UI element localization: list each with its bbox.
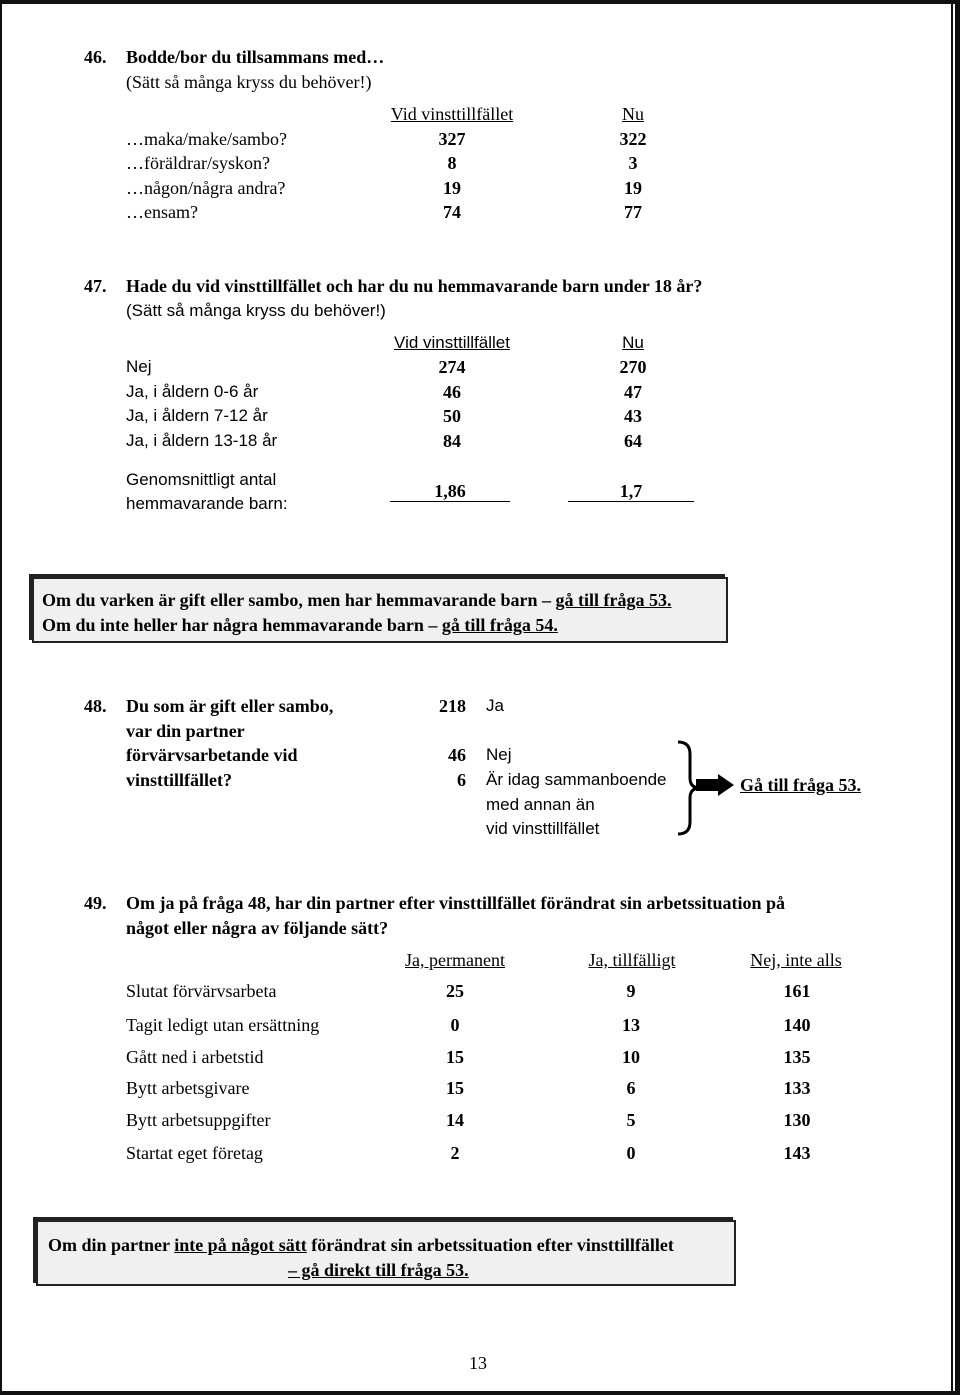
q48-answer-count: 218 <box>439 696 466 716</box>
skip-instruction-line: Om du varken är gift eller sambo, men har hemmavarande barn – gå till fråga 53. <box>42 590 672 610</box>
q48-goto: Gå till fråga 53. <box>740 775 861 795</box>
q47-avg-label: Genomsnittligt antal <box>126 470 277 489</box>
q46-col1-header: Vid vinsttillfället <box>390 104 514 124</box>
q49-row-v3: 133 <box>783 1078 811 1098</box>
q47-row-v2: 270 <box>619 357 647 377</box>
q46-row-label: …ensam? <box>126 202 198 222</box>
q49-row-v3: 130 <box>783 1110 811 1130</box>
q47-row-label: Nej <box>126 357 152 376</box>
q49-col3-header: Nej, inte alls <box>750 950 842 970</box>
q49-row-label: Slutat förvärvsarbeta <box>126 981 277 1001</box>
q47-row-v2: 43 <box>624 406 642 426</box>
q48-answer-label: Ja <box>486 696 504 715</box>
q46-title: Bodde/bor du tillsammans med… <box>126 47 385 67</box>
q46-row-v2: 3 <box>628 153 638 173</box>
q46-row-v1: 8 <box>447 153 457 173</box>
q49-row-label: Bytt arbetsuppgifter <box>126 1110 271 1130</box>
q46-row-v2: 322 <box>619 129 647 149</box>
skip-instruction-box <box>36 1220 736 1286</box>
q46-instruction: (Sätt så många kryss du behöver!) <box>126 72 372 92</box>
q47-number: 47. <box>84 276 107 296</box>
q47-avg-v2: 1,7 <box>568 481 694 502</box>
q47-col2-header: Nu <box>622 333 644 352</box>
q48-answer-label: med annan än <box>486 795 595 814</box>
q49-row-v2: 9 <box>626 981 636 1001</box>
q47-row-v2: 64 <box>624 431 642 451</box>
q49-row-v1: 15 <box>446 1047 464 1067</box>
q46-row-v2: 77 <box>624 202 642 222</box>
q49-title: något eller några av följande sätt? <box>126 918 389 938</box>
q49-row-v1: 25 <box>446 981 464 1001</box>
page-number: 13 <box>469 1353 487 1373</box>
q48-answer-label: vid vinsttillfället <box>486 819 600 838</box>
q48-answer-label: Är idag sammanboende <box>486 770 667 789</box>
q47-row-v1: 50 <box>443 406 461 426</box>
q49-row-v2: 13 <box>622 1015 640 1035</box>
q48-number: 48. <box>84 696 107 716</box>
q49-col2-header: Ja, tillfälligt <box>588 950 676 970</box>
skip-instruction-line: Om din partner inte på något sätt förändrat sin arbetssituation efter vinsttillfället <box>48 1235 674 1255</box>
q47-row-v1: 84 <box>443 431 461 451</box>
q48-question-line: vinsttillfället? <box>126 770 232 790</box>
q49-row-v2: 10 <box>622 1047 640 1067</box>
q48-question-line: var din partner <box>126 721 245 741</box>
q49-row-label: Startat eget företag <box>126 1143 263 1163</box>
q46-row-v2: 19 <box>624 178 642 198</box>
q49-row-v1: 14 <box>446 1110 464 1130</box>
q47-row-v1: 274 <box>438 357 466 377</box>
q49-row-v3: 135 <box>783 1047 811 1067</box>
q47-row-label: Ja, i åldern 0-6 år <box>126 382 259 401</box>
q49-row-v2: 6 <box>626 1078 636 1098</box>
q49-number: 49. <box>84 893 107 913</box>
q49-row-label: Gått ned i arbetstid <box>126 1047 264 1067</box>
q48-answer-count: 46 <box>448 745 466 765</box>
q47-row-v2: 47 <box>624 382 642 402</box>
q48-question-line: Du som är gift eller sambo, <box>126 696 334 716</box>
goto-link: gå till fråga 54. <box>441 615 558 635</box>
q49-row-v1: 15 <box>446 1078 464 1098</box>
skip-instruction-box <box>32 577 728 643</box>
q47-title: Hade du vid vinsttillfället och har du nu hemmavarande barn under 18 år? <box>126 276 703 296</box>
goto-link: – gå direkt till fråga 53. <box>288 1260 469 1280</box>
q49-col1-header: Ja, permanent <box>405 950 505 970</box>
q49-row-label: Tagit ledigt utan ersättning <box>126 1015 320 1035</box>
q49-row-v3: 143 <box>783 1143 811 1163</box>
q48-answer-count: 6 <box>457 770 466 790</box>
skip-instruction-line: Om du inte heller har några hemmavarande barn – gå till fråga 54. <box>42 615 558 635</box>
goto-link: gå till fråga 53. <box>555 590 672 610</box>
q49-row-v3: 140 <box>783 1015 811 1035</box>
q47-col1-header: Vid vinsttillfället <box>394 333 510 352</box>
arrow-right-icon <box>696 774 736 796</box>
q46-row-label: …maka/make/sambo? <box>126 129 287 149</box>
q47-avg-v1: 1,86 <box>390 481 510 502</box>
q49-row-v1: 0 <box>450 1015 460 1035</box>
q49-row-v3: 161 <box>783 981 811 1001</box>
q46-row-v1: 327 <box>438 129 466 149</box>
q47-row-v1: 46 <box>443 382 461 402</box>
q46-row-v1: 74 <box>443 202 461 222</box>
q49-row-v1: 2 <box>450 1143 460 1163</box>
q48-answer-label: Nej <box>486 745 512 764</box>
q47-row-label: Ja, i åldern 13-18 år <box>126 431 278 450</box>
q46-row-label: …föräldrar/syskon? <box>126 153 270 173</box>
q49-row-v2: 0 <box>626 1143 636 1163</box>
q49-row-label: Bytt arbetsgivare <box>126 1078 250 1098</box>
q48-question-line: förvärvsarbetande vid <box>126 745 298 765</box>
q47-avg-label: hemmavarande barn: <box>126 494 288 513</box>
q49-row-v2: 5 <box>626 1110 636 1130</box>
q49-title: Om ja på fråga 48, har din partner efter vinsttillfället förändrat sin arbetssituation på <box>126 893 785 913</box>
q46-col2-header: Nu <box>622 104 644 124</box>
q47-row-label: Ja, i åldern 7-12 år <box>126 406 268 425</box>
q47-instruction: (Sätt så många kryss du behöver!) <box>126 301 386 320</box>
q46-row-label: …någon/några andra? <box>126 178 286 198</box>
q46-row-v1: 19 <box>443 178 461 198</box>
q46-number: 46. <box>84 47 107 67</box>
